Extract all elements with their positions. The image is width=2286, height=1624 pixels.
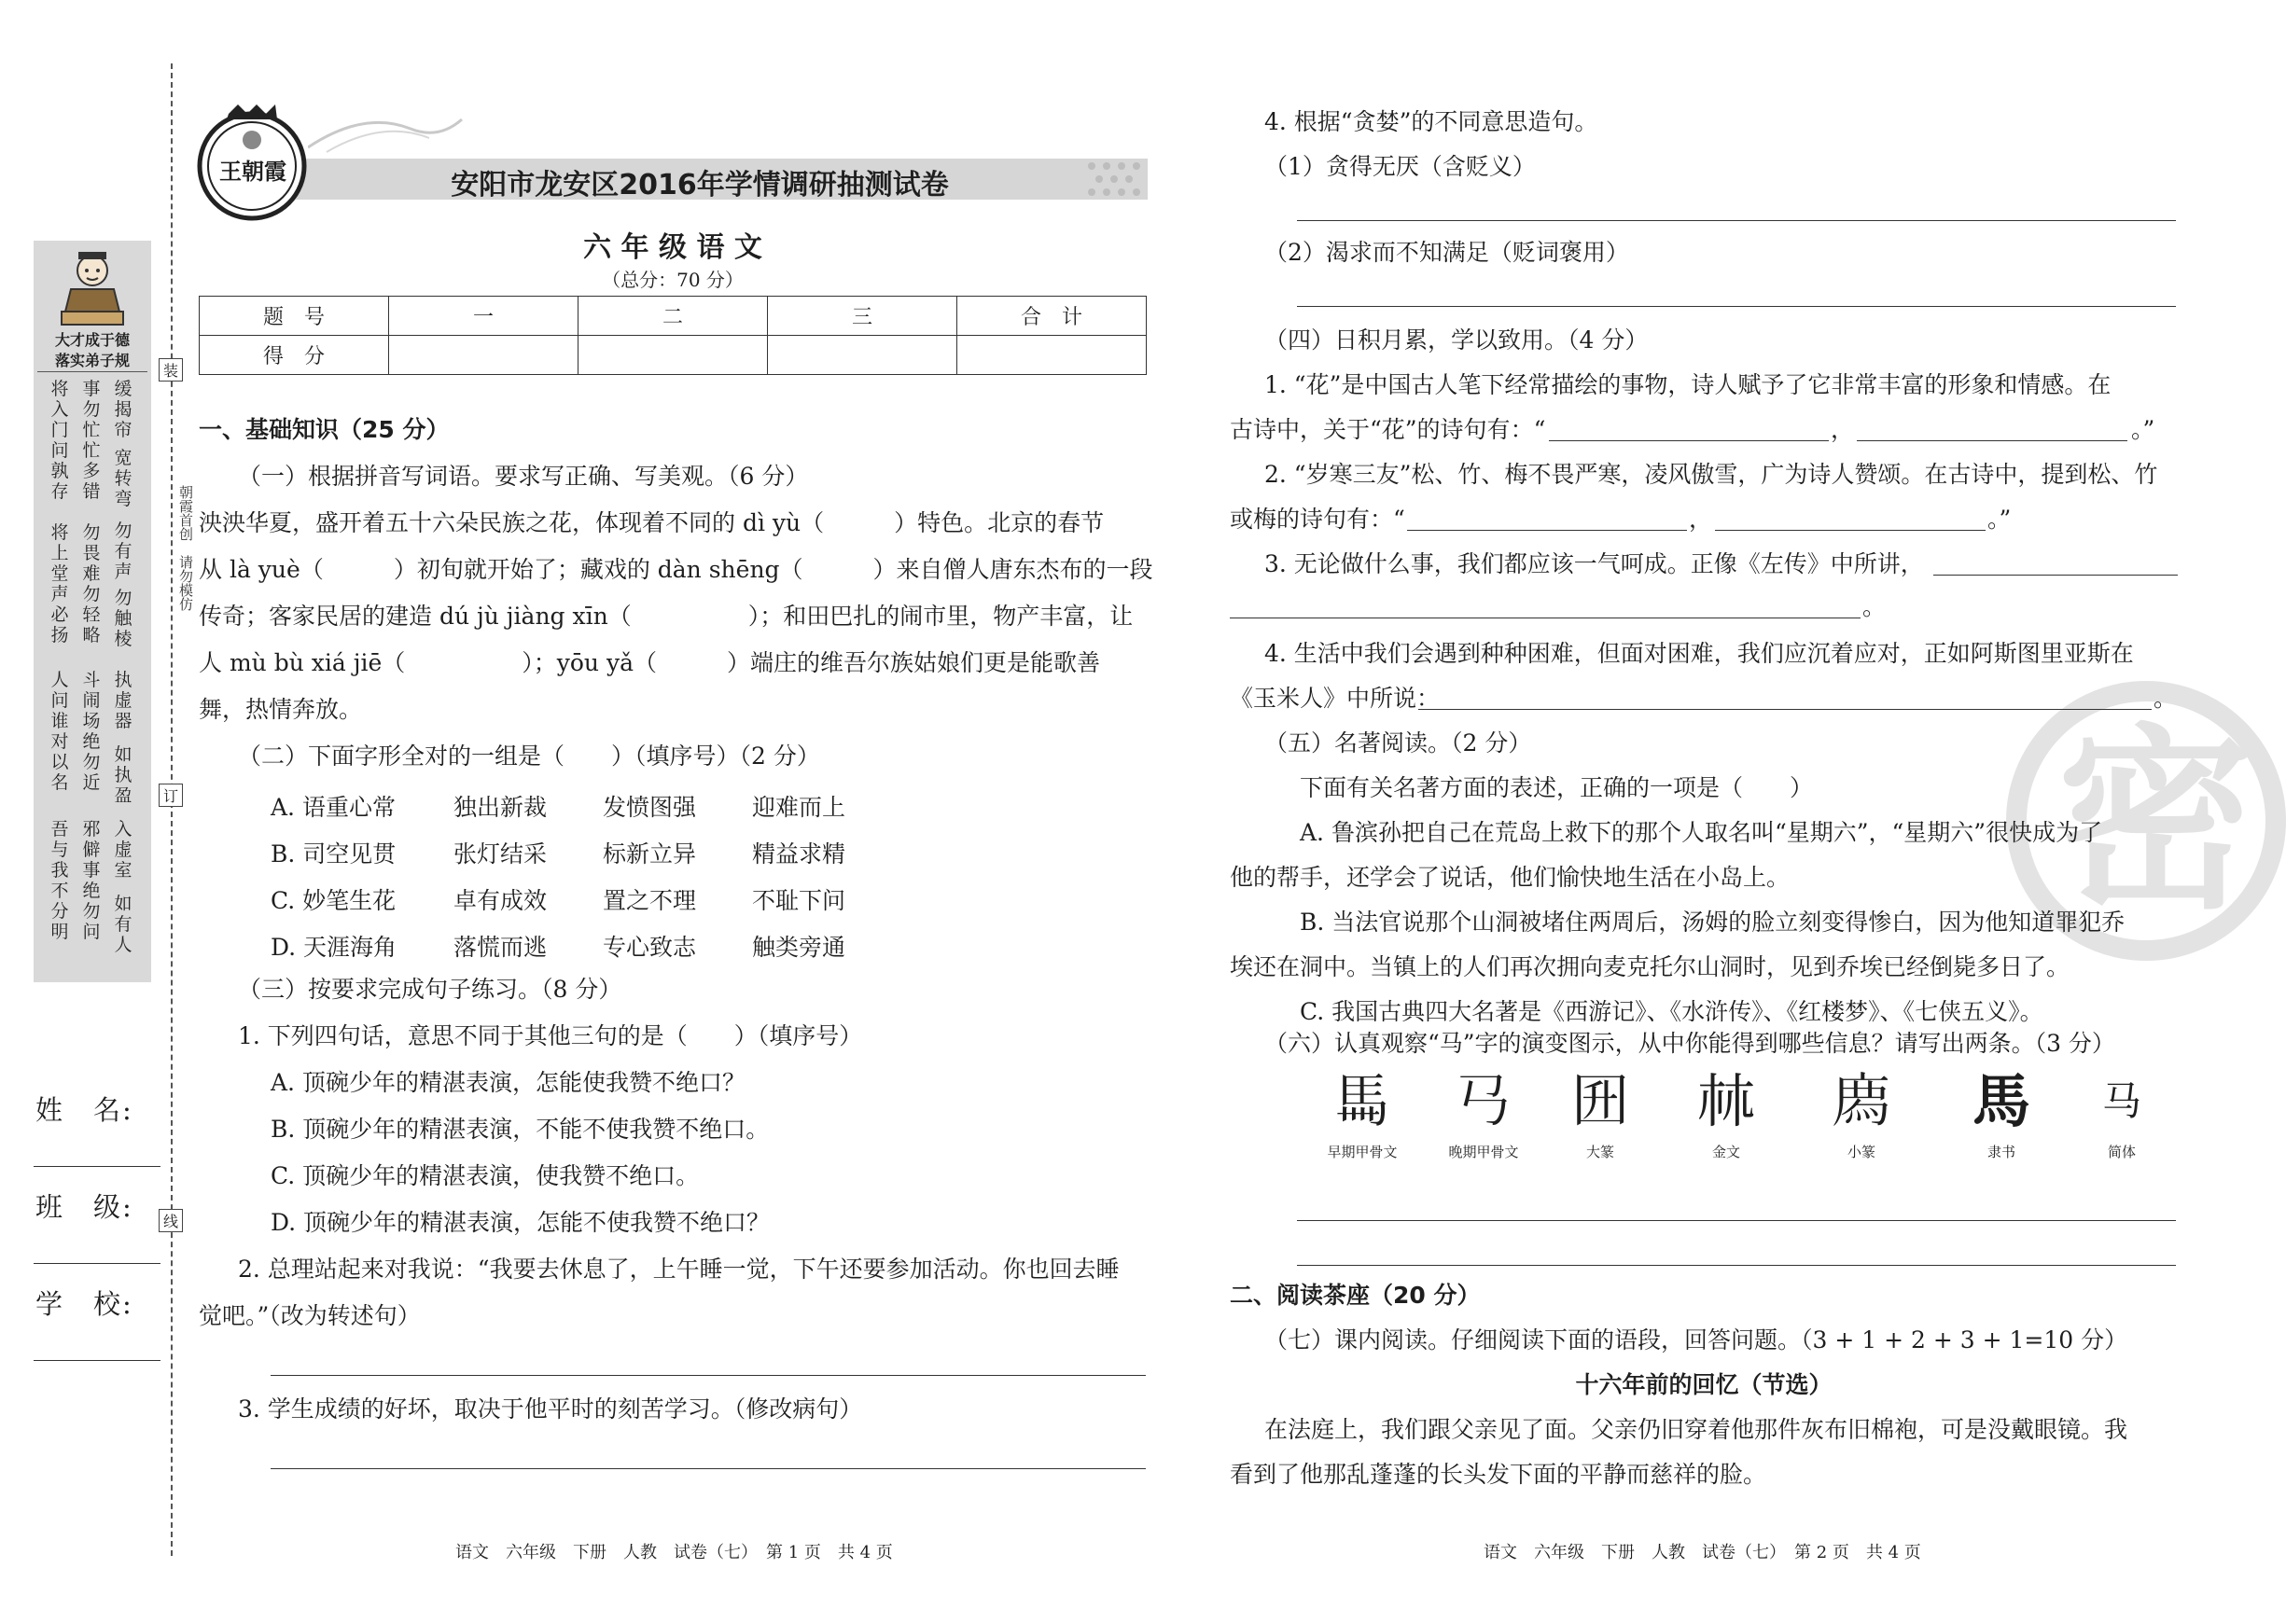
glyph-caption: 大篆 xyxy=(1585,1144,1614,1160)
answer-line[interactable] xyxy=(1297,1220,2176,1221)
q4-4-stem: 4. 生活中我们会遇到种种困难，但面对困难，我们应沉着应对，正如阿斯图里亚斯在 xyxy=(1264,640,2134,667)
copyright-note: 朝霞首创 请勿模仿 xyxy=(177,485,194,611)
answer-line[interactable] xyxy=(1857,440,2127,441)
ribbon-decoration-icon xyxy=(308,101,467,157)
score-table xyxy=(199,296,1147,375)
glyph-bronze xyxy=(1666,1069,1787,1161)
motto-sidebar xyxy=(34,241,151,982)
motto-column: 勿畏难勿轻略 xyxy=(82,522,101,645)
watermark-text: 密 xyxy=(2056,705,2253,936)
motto-column: 缓揭帘 xyxy=(114,379,132,440)
q4-2-stem: 2. “岁寒三友”松、竹、梅不畏严寒，凌风傲雪，广为诗人赞颂。在古诗中，提到松、竹 xyxy=(1264,461,2158,488)
binding-mark-1: 装 xyxy=(159,358,183,382)
glyph-simplified xyxy=(2075,1069,2168,1161)
glyph-caption: 早期甲骨文 xyxy=(1327,1144,1398,1160)
binding-line xyxy=(171,63,173,1556)
question-7-title: （七）课内阅读。仔细阅读下面的语段，回答问题。（3 + 1 + 2 + 3 + 1=10 分） xyxy=(1264,1326,2128,1353)
motto-column: 执虚器 xyxy=(114,670,132,731)
glyph-large-seal xyxy=(1544,1069,1656,1161)
glyph-small-seal xyxy=(1801,1069,1922,1161)
punctuation: ， xyxy=(1689,506,1713,533)
punctuation: 。 xyxy=(1862,593,1887,620)
q3-4-stem: 4. 根据“贪婪”的不同意思造句。 xyxy=(1264,108,1598,135)
motto-column: 入虚室 xyxy=(114,819,132,881)
score-table-col: 二 xyxy=(578,297,768,336)
q4-1-stem-cont: 古诗中，关于“花”的诗句有：“ xyxy=(1230,416,1546,443)
q3-1-stem: 1. 下列四句话，意思不同于其他三句的是（ ）（填序号） xyxy=(238,1022,863,1049)
answer-line[interactable] xyxy=(1715,530,1986,531)
q1-text-line: 泱泱华夏，盛开着五十六朵民族之花，体现着不同的 dì yù（ ）特色。北京的春节 xyxy=(199,509,1105,536)
q1-text-line: 传奇；客家民居的建造 dú jù jiàng xīn（ ）；和田巴扎的闹市里，物产丰富，让 xyxy=(199,603,1134,630)
question-2-title: （二）下面字形全对的一组是（ ）（填序号）（2 分） xyxy=(238,743,820,770)
score-cell[interactable] xyxy=(578,336,768,375)
page-footer-left: 语文 六年级 下册 人教 试卷（七） 第 1 页 共 4 页 xyxy=(455,1543,893,1562)
motto-column: 将上堂声必扬 xyxy=(50,522,69,645)
glyph-image: 𩡧 xyxy=(1332,1067,1391,1135)
q5-option-b: B. 当法官说那个山洞被堵住两周后，汤姆的脸立刻变得惨白，因为他知道罪犯乔 xyxy=(1300,909,2126,936)
class-field[interactable] xyxy=(34,1263,160,1264)
school-label: 学 校: xyxy=(35,1288,133,1320)
glyph-caption: 简体 xyxy=(2107,1144,2136,1160)
option-word: 标新立异 xyxy=(603,840,697,868)
option-word: 不耻下问 xyxy=(752,887,846,914)
glyph-early-oracle xyxy=(1302,1069,1423,1161)
answer-line[interactable] xyxy=(1297,220,2176,221)
answer-line[interactable] xyxy=(1297,306,2176,307)
q3-1-option: B. 顶碗少年的精湛表演，不能不使我赞不绝口。 xyxy=(271,1116,770,1143)
binding-mark-2: 订 xyxy=(159,784,183,807)
motto-column: 勿触棱 xyxy=(114,588,132,649)
glyph-caption: 金文 xyxy=(1711,1144,1740,1160)
glyph-image: 马 xyxy=(2101,1078,2141,1124)
name-field[interactable] xyxy=(34,1166,160,1167)
question-1-title: （一）根据拼音写词语。要求写正确、写美观。（6 分） xyxy=(238,463,809,490)
option-word: 精益求精 xyxy=(752,840,846,868)
score-cell[interactable] xyxy=(957,336,1147,375)
option-c: C. 妙笔生花 xyxy=(271,887,397,914)
motto-line-1: 大才成于德 xyxy=(54,331,130,349)
passage-line: 看到了他那乱蓬蓬的长头发下面的平静而慈祥的脸。 xyxy=(1230,1461,1767,1488)
q5-option-a-cont: 他的帮手，还学会了说话，他们愉快地生活在小岛上。 xyxy=(1230,864,1791,891)
glyph-image: 𣏟 xyxy=(1696,1067,1755,1135)
motto-column: 吾与我不分明 xyxy=(50,819,69,942)
total-score: （总分：70 分） xyxy=(602,269,744,291)
motto-column: 斗闹场绝勿近 xyxy=(82,670,101,793)
motto-line-2: 落实弟子规 xyxy=(54,352,130,369)
name-label: 姓 名: xyxy=(35,1094,133,1126)
glyph-late-oracle xyxy=(1423,1069,1544,1161)
q1-text-line: 从 là yuè（ ）初旬就开始了；藏戏的 dàn shēng（ ）来自僧人唐东杰布的一段 xyxy=(199,556,1153,583)
subject-title: 六 年 级 语 文 xyxy=(583,231,762,264)
option-word: 迎难而上 xyxy=(752,794,846,821)
q1-text-line: 人 mù bù xiá jiē（ ）；yōu yǎ（ ）端庄的维吾尔族姑娘们更是能歌善 xyxy=(199,649,1100,676)
answer-line[interactable] xyxy=(1418,709,2152,710)
q3-2-stem: 2. 总理站起来对我说：“我要去休息了，上午睡一觉，下午还要参加活动。你也回去睡 xyxy=(238,1256,1120,1283)
option-word: 独出新裁 xyxy=(453,794,548,821)
answer-line[interactable] xyxy=(1407,530,1687,531)
motto-column: 事勿忙忙多错 xyxy=(82,379,101,502)
q3-3-stem: 3. 学生成绩的好坏，取决于他平时的刻苦学习。（修改病句） xyxy=(238,1395,863,1423)
score-table-header: 得 分 xyxy=(200,336,389,375)
motto-column: 宽转弯 xyxy=(114,448,132,509)
question-3-title: （三）按要求完成句子练习。（8 分） xyxy=(238,976,622,1003)
score-table-col: 一 xyxy=(389,297,578,336)
q5-option-c: C. 我国古典四大名著是《西游记》、《水浒传》、《红楼梦》、《七侠五义》。 xyxy=(1300,998,2043,1025)
answer-line[interactable] xyxy=(1549,440,1829,441)
option-d: D. 天涯海角 xyxy=(271,934,397,961)
answer-line[interactable] xyxy=(1933,575,2178,576)
motto-column: 邪僻事绝勿问 xyxy=(82,819,101,942)
motto-divider xyxy=(37,371,147,372)
q3-2-stem-cont: 觉吧。”（改为转述句） xyxy=(199,1302,421,1329)
option-word: 专心致志 xyxy=(603,934,697,961)
class-label: 班 级: xyxy=(35,1191,133,1223)
q5-stem: 下面有关名著方面的表述，正确的一项是（ ） xyxy=(1300,774,1814,801)
brand-logo-text: 王朝霞 xyxy=(219,158,286,185)
scholar-figure-icon xyxy=(52,246,132,330)
question-4-title: （四）日积月累，学以致用。（4 分） xyxy=(1264,326,1649,354)
option-b: B. 司空见贯 xyxy=(271,840,397,868)
q3-4-2: （2）渴求而不知满足（贬词褒用） xyxy=(1264,239,1629,266)
glyph-clerical xyxy=(1941,1069,2062,1161)
q4-1-stem: 1. “花”是中国古人笔下经常描绘的事物，诗人赋予了它非常丰富的形象和情感。在 xyxy=(1264,371,2112,398)
punctuation: 。” xyxy=(2131,416,2155,443)
binding-mark-3: 线 xyxy=(159,1209,183,1232)
score-cell[interactable] xyxy=(768,336,957,375)
motto-column: 如有人 xyxy=(114,894,132,955)
question-6-title: （六）认真观察“马”字的演变图示，从中你能得到哪些信息？请写出两条。（3 分） xyxy=(1264,1030,2115,1057)
passage-line: 在法庭上，我们跟父亲见了面。父亲仍旧穿着他那件灰布旧棉袍，可是没戴眼镜。我 xyxy=(1264,1416,2128,1443)
answer-line[interactable] xyxy=(1297,1265,2176,1266)
q1-text-line: 舞，热情奔放。 xyxy=(199,696,363,723)
option-word: 发愤图强 xyxy=(603,794,697,821)
q3-4-1: （1）贪得无厌（含贬义） xyxy=(1264,153,1536,180)
option-word: 触类旁通 xyxy=(752,934,846,961)
option-a: A. 语重心常 xyxy=(271,794,396,821)
score-table-header: 题 号 xyxy=(200,297,389,336)
question-5-title: （五）名著阅读。（2 分） xyxy=(1264,729,1532,756)
punctuation: ， xyxy=(1831,416,1855,443)
q5-option-a: A. 鲁滨孙把自己在荒岛上救下的那个人取名叫“星期六”，“星期六”很快成为了 xyxy=(1300,819,2103,846)
option-word: 置之不理 xyxy=(603,887,697,914)
q3-1-option: C. 顶碗少年的精湛表演，使我赞不绝口。 xyxy=(271,1162,700,1189)
score-table-col: 三 xyxy=(768,297,957,336)
q4-3-stem: 3. 无论做什么事，我们都应该一气呵成。正像《左传》中所讲， xyxy=(1264,550,1924,577)
option-word: 卓有成效 xyxy=(453,887,548,914)
punctuation: 。” xyxy=(1987,506,2012,533)
section-1-title: 一、基础知识（25 分） xyxy=(199,416,450,443)
page-footer-right: 语文 六年级 下册 人教 试卷（七） 第 2 页 共 4 页 xyxy=(1484,1543,1921,1562)
answer-line[interactable] xyxy=(271,1375,1146,1376)
exam-title: 安阳市龙安区2016年学情调研抽测试卷 xyxy=(451,169,949,201)
q4-2-stem-cont: 或梅的诗句有：“ xyxy=(1230,506,1405,533)
q3-1-option: D. 顶碗少年的精湛表演，怎能不使我赞不绝口？ xyxy=(271,1209,771,1236)
glyph-image: 𢎘 xyxy=(1454,1067,1512,1135)
school-field[interactable] xyxy=(34,1360,160,1361)
option-word: 落慌而逃 xyxy=(453,934,548,961)
q4-4-stem-cont: 《玉米人》中所说： xyxy=(1230,685,1441,712)
motto-column: 勿有声 xyxy=(114,521,132,582)
score-table-col: 合 计 xyxy=(957,297,1147,336)
score-cell[interactable] xyxy=(389,336,578,375)
glyph-caption: 晚期甲骨文 xyxy=(1448,1144,1519,1160)
motto-column: 人问谁对以名 xyxy=(50,670,69,793)
glyph-image: 𡆼 xyxy=(1570,1067,1629,1135)
passage-title: 十六年前的回忆（节选） xyxy=(1575,1371,1833,1398)
glyph-image: 𢊁 xyxy=(1832,1067,1890,1135)
q3-1-option: A. 顶碗少年的精湛表演，怎能使我赞不绝口？ xyxy=(271,1069,746,1096)
glyph-image: 馬 xyxy=(1972,1067,2030,1135)
section-2-title: 二、阅读茶座（20 分） xyxy=(1230,1282,1481,1309)
motto-column: 如执盈 xyxy=(114,744,132,806)
glyph-caption: 隶书 xyxy=(1986,1144,2015,1160)
motto-column: 将入门问孰存 xyxy=(50,379,69,502)
q5-option-b-cont: 埃还在洞中。当镇上的人们再次拥向麦克托尔山洞时，见到乔埃已经倒毙多日了。 xyxy=(1230,953,2070,980)
answer-line[interactable] xyxy=(271,1468,1146,1469)
punctuation: 。 xyxy=(2154,685,2178,712)
glyph-caption: 小篆 xyxy=(1847,1144,1875,1160)
option-word: 张灯结采 xyxy=(453,840,548,868)
